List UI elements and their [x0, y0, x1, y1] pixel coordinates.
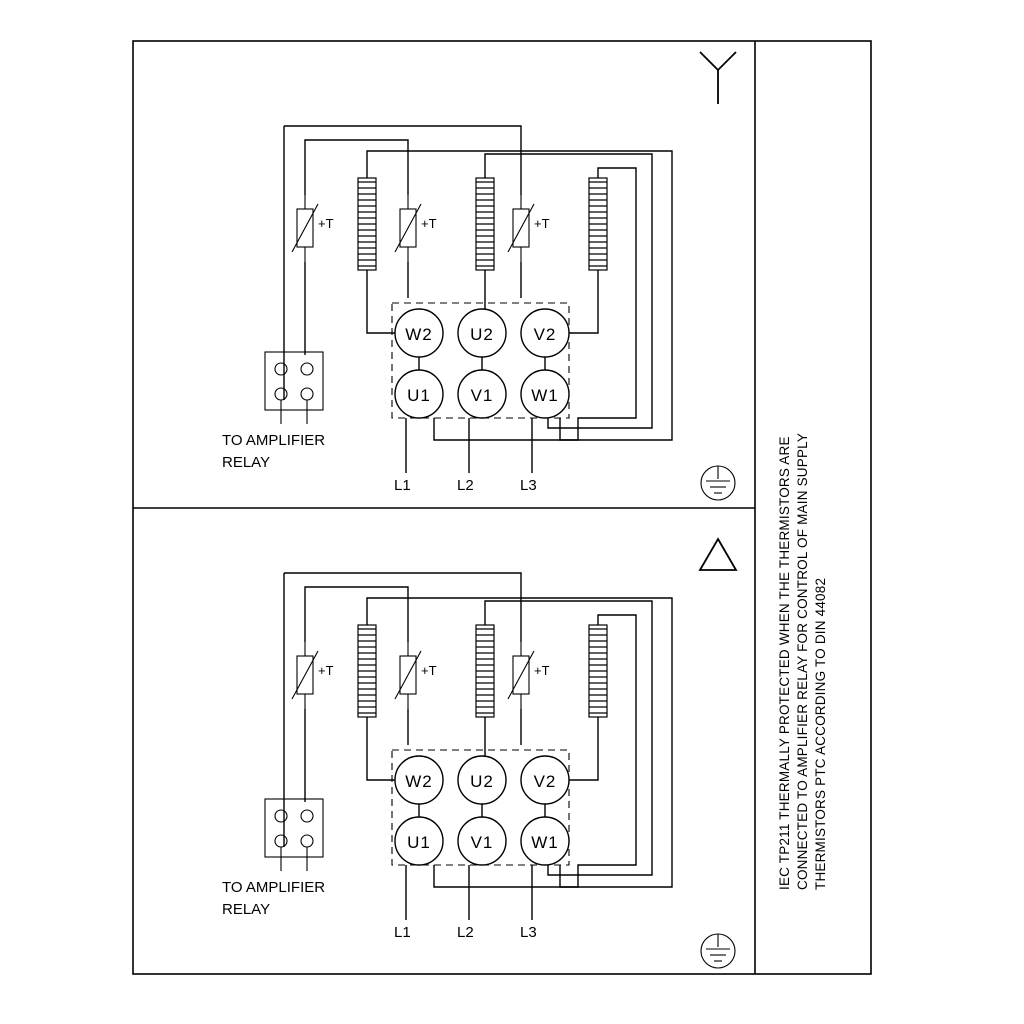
- terminal-u2: [458, 309, 506, 357]
- winding-3: [589, 178, 607, 270]
- supply-label-l1-delta: L1: [394, 924, 411, 941]
- terminal-label-v2: V2: [533, 325, 557, 344]
- supply-label-l3: L3: [520, 477, 537, 494]
- amplifier-label-line1: TO AMPLIFIER: [222, 432, 326, 449]
- supply-leads-delta: [406, 865, 532, 920]
- terminal-label-v1: V1: [470, 386, 494, 405]
- terminal-v1-delta: [458, 817, 506, 865]
- terminal-label-w1-delta: W1: [531, 833, 559, 852]
- supply-label-l2-delta: L2: [457, 924, 474, 941]
- terminal-w2: [395, 309, 443, 357]
- amplifier-label-line2: RELAY: [222, 454, 271, 471]
- winding-2-delta: [476, 625, 494, 717]
- thermistor-label-2-delta: +T: [421, 663, 437, 678]
- thermistor-3: [508, 195, 534, 262]
- terminal-v2-delta: [521, 756, 569, 804]
- earth-ground-icon: [701, 466, 735, 500]
- side-note-line3: THERMISTORS PTC ACCORDING TO DIN 44082: [813, 577, 828, 890]
- thermistor-2-delta: [395, 642, 421, 709]
- thermistor-2: [395, 195, 421, 262]
- amplifier-label-line2-delta: RELAY: [222, 901, 271, 918]
- amplifier-label-line1-delta: TO AMPLIFIER: [222, 879, 326, 896]
- terminal-v1: [458, 370, 506, 418]
- supply-label-l1: L1: [394, 477, 411, 494]
- terminal-label-w1: W1: [531, 386, 559, 405]
- amplifier-terminal-block-delta: [265, 799, 323, 871]
- terminal-w2-delta: [395, 756, 443, 804]
- terminal-w1: [521, 370, 569, 418]
- terminal-label-v1-delta: V1: [470, 833, 494, 852]
- terminal-label-u1-delta: U1: [407, 833, 431, 852]
- winding-1-delta: [358, 625, 376, 717]
- terminal-label-u1: U1: [407, 386, 431, 405]
- supply-leads: [406, 418, 532, 473]
- wye-symbol-icon: [700, 52, 736, 104]
- thermistor-label-3: +T: [534, 216, 550, 231]
- side-note-line1: IEC TP211 THERMALLY PROTECTED WHEN THE THERMISTORS ARE: [777, 436, 792, 890]
- thermistor-label-1-delta: +T: [318, 663, 334, 678]
- terminal-label-u2: U2: [470, 325, 494, 344]
- terminal-u1-delta: [395, 817, 443, 865]
- earth-ground-icon-2: [701, 934, 735, 968]
- thermistor-3-delta: [508, 642, 534, 709]
- thermistor-label-3-delta: +T: [534, 663, 550, 678]
- terminal-label-w2: W2: [405, 325, 433, 344]
- supply-label-l2: L2: [457, 477, 474, 494]
- terminal-u1: [395, 370, 443, 418]
- supply-label-l3-delta: L3: [520, 924, 537, 941]
- terminal-label-v2-delta: V2: [533, 772, 557, 791]
- amplifier-terminal-block: [265, 352, 323, 424]
- winding-1: [358, 178, 376, 270]
- terminal-label-u2-delta: U2: [470, 772, 494, 791]
- terminal-v2: [521, 309, 569, 357]
- thermistor-label-1: +T: [318, 216, 334, 231]
- side-note-line2: CONNECTED TO AMPLIFIER RELAY FOR CONTROL OF MAIN SUPPLY: [795, 432, 810, 890]
- thermistor-label-2: +T: [421, 216, 437, 231]
- terminal-label-w2-delta: W2: [405, 772, 433, 791]
- terminal-u2-delta: [458, 756, 506, 804]
- delta-symbol-icon: [700, 539, 736, 570]
- winding-2: [476, 178, 494, 270]
- thermistor-1: [292, 195, 318, 262]
- side-note: [777, 433, 828, 890]
- panel-delta: [222, 539, 736, 968]
- thermistor-1-delta: [292, 642, 318, 709]
- terminal-w1-delta: [521, 817, 569, 865]
- panel-star: [222, 52, 736, 500]
- winding-3-delta: [589, 625, 607, 717]
